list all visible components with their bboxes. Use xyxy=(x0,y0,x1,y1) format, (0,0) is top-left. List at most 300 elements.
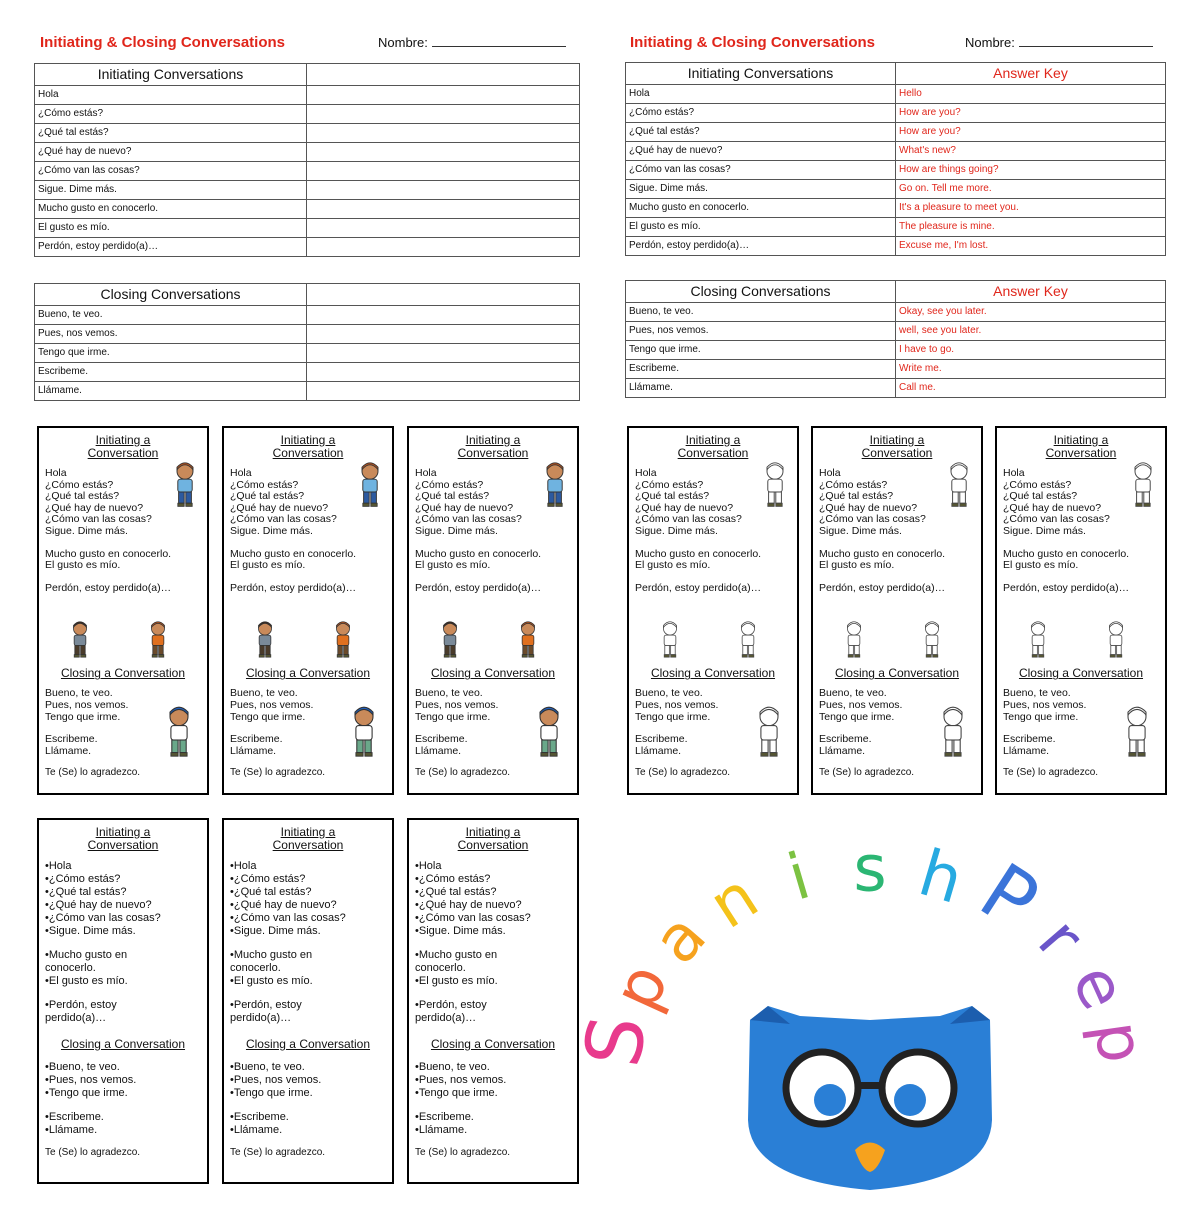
bookmark-line: •Pues, nos vemos. xyxy=(415,1074,507,1086)
answer-cell: Write me. xyxy=(896,360,1166,379)
bookmark-line: Te (Se) lo agradezco. xyxy=(819,767,915,779)
answer-cell: Call me. xyxy=(896,379,1166,398)
table-row xyxy=(626,360,1166,379)
bookmark-line: Pues, nos vemos. xyxy=(819,698,903,711)
answer-cell xyxy=(307,105,580,124)
bookmark-line: Sigue. Dime más. xyxy=(415,524,498,537)
girl-figure-icon xyxy=(539,456,571,517)
logo-graphic xyxy=(568,820,1201,1201)
bookmark-line: Tengo que irme. xyxy=(230,710,306,723)
bookmark-line: •Perdón, estoy xyxy=(45,999,117,1011)
phrase-cell: Perdón, estoy perdido(a)… xyxy=(626,237,896,256)
bookmark-line: Hola xyxy=(415,467,437,479)
table-row xyxy=(626,303,1166,322)
bookmark-line: ¿Cómo van las cosas? xyxy=(45,513,152,526)
phrase-cell: ¿Qué tal estás? xyxy=(626,123,896,142)
worksheet-answer-key xyxy=(600,0,1170,392)
table-header: Initiating Conversations xyxy=(35,64,307,86)
bookmark-line: Sigue. Dime más. xyxy=(819,524,902,537)
table-header: Closing Conversations xyxy=(35,284,307,306)
bookmark-line: ¿Qué tal estás? xyxy=(415,490,490,503)
logo-letter: n xyxy=(696,859,772,944)
initiating-table xyxy=(34,63,580,257)
girl-figure-icon xyxy=(515,614,541,669)
answer-cell: Go on. Tell me more. xyxy=(896,180,1166,199)
owl-icon xyxy=(748,1006,992,1190)
bookmark-line: Pues, nos vemos. xyxy=(415,698,499,711)
table-row xyxy=(35,238,580,257)
table-row xyxy=(626,218,1166,237)
bookmark-line: Escribeme. xyxy=(230,733,283,746)
girl-figure-icon xyxy=(145,614,171,669)
bookmark-line: Perdón, estoy perdido(a)… xyxy=(230,581,357,594)
bullet-bookmark xyxy=(37,818,209,1184)
closing-table-key xyxy=(625,280,1166,398)
answer-cell: It's a pleasure to meet you. xyxy=(896,199,1166,218)
bookmark-line: ¿Qué hay de nuevo? xyxy=(819,501,918,514)
bookmark-line: El gusto es mío. xyxy=(415,559,491,572)
boy-cap-figure-icon xyxy=(935,696,971,771)
closing-title: Closing a Conversation xyxy=(430,1037,556,1051)
logo-letter: e xyxy=(1056,953,1141,1021)
bookmark xyxy=(811,426,983,795)
bookmark-line: ¿Cómo estás? xyxy=(635,478,704,491)
bookmark-title: Initiating a Conversation xyxy=(677,433,749,460)
bookmark-line: ¿Qué tal estás? xyxy=(819,490,894,503)
phrase-cell: ¿Qué tal estás? xyxy=(35,124,307,143)
bullet-bookmark xyxy=(222,818,394,1184)
table-row xyxy=(35,219,580,238)
table-row xyxy=(626,237,1166,256)
bookmark-line: El gusto es mío. xyxy=(635,559,711,572)
name-line xyxy=(432,35,566,47)
bookmark-line: •Bueno, te veo. xyxy=(45,1061,120,1073)
bookmark-line: •¿Qué hay de nuevo? xyxy=(230,899,337,911)
bookmark-line: Perdón, estoy perdido(a)… xyxy=(819,581,946,594)
bookmark-line: Perdón, estoy perdido(a)… xyxy=(1003,581,1130,594)
girl-figure-icon xyxy=(919,614,945,669)
bookmark-line: ¿Cómo estás? xyxy=(415,478,484,491)
bookmark-title: Initiating a Conversation xyxy=(457,825,529,852)
girl-figure-icon xyxy=(354,456,386,517)
phrase-cell: Mucho gusto en conocerlo. xyxy=(35,200,307,219)
phrase-cell: Sigue. Dime más. xyxy=(35,181,307,200)
girl-figure-icon xyxy=(1127,456,1159,517)
bookmark-line: ¿Cómo van las cosas? xyxy=(635,513,742,526)
table-row xyxy=(626,123,1166,142)
bookmark-line: ¿Cómo estás? xyxy=(230,478,299,491)
bookmark-line: perdido(a)… xyxy=(230,1012,292,1024)
table-header-row xyxy=(35,64,580,86)
name-field xyxy=(378,35,566,50)
bookmark-line: Tengo que irme. xyxy=(1003,710,1079,723)
phrase-cell: Perdón, estoy perdido(a)… xyxy=(35,238,307,257)
table-row xyxy=(35,200,580,219)
phrase-cell: Sigue. Dime más. xyxy=(626,180,896,199)
bookmark-line: Tengo que irme. xyxy=(819,710,895,723)
phrase-cell: Bueno, te veo. xyxy=(35,306,307,325)
phrase-cell: Hola xyxy=(626,85,896,104)
bookmark-line: Bueno, te veo. xyxy=(635,687,703,700)
bookmark-line: Te (Se) lo agradezco. xyxy=(230,767,326,779)
bookmark-line: •Tengo que irme. xyxy=(230,1087,313,1099)
answer-cell: Excuse me, I'm lost. xyxy=(896,237,1166,256)
bookmark-line: Bueno, te veo. xyxy=(415,687,483,700)
bookmark-line: •Perdón, estoy xyxy=(230,999,302,1011)
table-row xyxy=(35,124,580,143)
logo-letter: i xyxy=(780,839,819,916)
phrase-cell: ¿Cómo van las cosas? xyxy=(626,161,896,180)
bookmark-line: Mucho gusto en conocerlo. xyxy=(415,547,542,560)
logo-letter: r xyxy=(1023,904,1097,974)
bookmark-line: Escribeme. xyxy=(415,733,468,746)
bookmark-line: •Bueno, te veo. xyxy=(415,1061,490,1073)
bookmark-line: •Mucho gusto en xyxy=(415,949,498,961)
bookmark-line: Te (Se) lo agradezco. xyxy=(45,1147,141,1158)
logo-letter: S xyxy=(568,1010,665,1073)
table-row xyxy=(626,104,1166,123)
bookmark-line: perdido(a)… xyxy=(45,1012,107,1024)
answer-cell xyxy=(307,344,580,363)
answer-column-header: Answer Key xyxy=(896,281,1166,303)
bookmark-line: •Llámame. xyxy=(415,1124,468,1136)
bookmark xyxy=(222,426,394,795)
worksheet-blank xyxy=(0,0,560,396)
bookmark-line: Llámame. xyxy=(45,744,92,757)
bookmark-line: Bueno, te veo. xyxy=(819,687,887,700)
bookmark-line: Tengo que irme. xyxy=(45,710,121,723)
bookmark-line: •Llámame. xyxy=(45,1124,98,1136)
table-row xyxy=(35,181,580,200)
bookmark-line: Te (Se) lo agradezco. xyxy=(415,767,511,779)
phrase-cell: Escribeme. xyxy=(35,363,307,382)
bookmark-line: ¿Cómo estás? xyxy=(1003,478,1072,491)
table-row xyxy=(626,180,1166,199)
bookmark-line: Pues, nos vemos. xyxy=(1003,698,1087,711)
bookmark-line: Te (Se) lo agradezco. xyxy=(635,767,731,779)
answer-cell: I have to go. xyxy=(896,341,1166,360)
bookmark-line: •Sigue. Dime más. xyxy=(415,925,506,937)
phrase-cell: ¿Cómo van las cosas? xyxy=(35,162,307,181)
phrase-cell: Pues, nos vemos. xyxy=(626,322,896,341)
bookmark-line: Mucho gusto en conocerlo. xyxy=(635,547,762,560)
bookmark-line: Escribeme. xyxy=(635,733,688,746)
bookmark-line: Llámame. xyxy=(230,744,277,757)
answer-cell: What's new? xyxy=(896,142,1166,161)
worksheet-title: Initiating & Closing Conversations xyxy=(630,34,876,51)
bookmark-line: conocerlo. xyxy=(45,962,96,974)
spanish-prep-logo xyxy=(568,820,1201,1201)
closing-title: Closing a Conversation xyxy=(1018,666,1144,681)
answer-cell xyxy=(307,238,580,257)
name-line xyxy=(1019,35,1153,47)
bookmark-line: •¿Cómo van las cosas? xyxy=(415,912,531,924)
phrase-cell: Hola xyxy=(35,86,307,105)
bookmark-line: •Hola xyxy=(415,860,442,872)
bookmark-line: •Sigue. Dime más. xyxy=(45,925,136,937)
table-row xyxy=(626,199,1166,218)
answer-column-header xyxy=(307,64,580,86)
logo-letter: p xyxy=(1079,1016,1159,1068)
answer-cell xyxy=(307,382,580,401)
table-row xyxy=(626,341,1166,360)
table-header: Initiating Conversations xyxy=(626,63,896,85)
bookmark-line: ¿Cómo estás? xyxy=(45,478,114,491)
bookmark-line: Bueno, te veo. xyxy=(1003,687,1071,700)
initiating-table-key xyxy=(625,62,1166,256)
name-label: Nombre: xyxy=(965,35,1015,50)
answer-cell: How are you? xyxy=(896,104,1166,123)
worksheet-title: Initiating & Closing Conversations xyxy=(40,34,286,51)
logo-letter: h xyxy=(910,836,971,919)
bookmark-line: ¿Qué tal estás? xyxy=(635,490,710,503)
bookmark-line: Te (Se) lo agradezco. xyxy=(230,1147,326,1158)
bookmark-line: Perdón, estoy perdido(a)… xyxy=(45,581,172,594)
bookmark-line: conocerlo. xyxy=(230,962,281,974)
bookmark-title: Initiating a Conversation xyxy=(272,433,344,460)
girl-figure-icon xyxy=(735,614,761,669)
bookmark-title: Initiating a Conversation xyxy=(87,433,159,460)
bookmark-line: ¿Qué tal estás? xyxy=(230,490,305,503)
bookmark-line: Mucho gusto en conocerlo. xyxy=(230,547,357,560)
boy-cap-figure-icon xyxy=(751,696,787,771)
closing-title: Closing a Conversation xyxy=(245,666,371,681)
bookmark-title: Initiating a Conversation xyxy=(457,433,529,460)
bookmark-line: •¿Qué tal estás? xyxy=(45,886,127,898)
table-row xyxy=(626,379,1166,398)
bookmark-line: •Tengo que irme. xyxy=(415,1087,498,1099)
bookmark-line: ¿Qué hay de nuevo? xyxy=(230,501,329,514)
boy-figure-icon xyxy=(1025,614,1051,669)
bookmark-line: Pues, nos vemos. xyxy=(635,698,719,711)
bookmark-line: Hola xyxy=(45,467,67,479)
answer-cell: How are you? xyxy=(896,123,1166,142)
bookmark-line: •¿Qué hay de nuevo? xyxy=(45,899,152,911)
bookmark-line: Te (Se) lo agradezco. xyxy=(45,767,141,779)
girl-figure-icon xyxy=(759,456,791,517)
bookmark-line: •El gusto es mío. xyxy=(415,975,498,987)
bookmark-line: Pues, nos vemos. xyxy=(230,698,314,711)
bookmark-line: •Bueno, te veo. xyxy=(230,1061,305,1073)
bullet-bookmark xyxy=(407,818,579,1184)
bookmark-line: Bueno, te veo. xyxy=(45,687,113,700)
phrase-cell: ¿Qué hay de nuevo? xyxy=(626,142,896,161)
answer-cell: How are things going? xyxy=(896,161,1166,180)
bookmark-line: Pues, nos vemos. xyxy=(45,698,129,711)
phrase-cell: Mucho gusto en conocerlo. xyxy=(626,199,896,218)
bookmark-line: Escribeme. xyxy=(1003,733,1056,746)
bookmark-title: Initiating a Conversation xyxy=(861,433,933,460)
bookmark-line: •¿Cómo van las cosas? xyxy=(45,912,161,924)
bookmark-line: ¿Cómo van las cosas? xyxy=(415,513,522,526)
bookmark-line: El gusto es mío. xyxy=(1003,559,1079,572)
bookmark-title: Initiating a Conversation xyxy=(1045,433,1117,460)
bookmark-line: Sigue. Dime más. xyxy=(230,524,313,537)
table-header-row xyxy=(35,284,580,306)
bookmark-line: Hola xyxy=(1003,467,1025,479)
boy-figure-icon xyxy=(657,614,683,669)
bookmark-line: El gusto es mío. xyxy=(819,559,895,572)
table-row xyxy=(35,363,580,382)
table-row xyxy=(35,325,580,344)
bookmark-line: Mucho gusto en conocerlo. xyxy=(45,547,172,560)
table-row xyxy=(626,322,1166,341)
bookmark-line: Hola xyxy=(230,467,252,479)
table-row xyxy=(626,161,1166,180)
bookmark-line: •¿Cómo estás? xyxy=(415,873,491,885)
logo-letter: p xyxy=(599,953,684,1021)
answer-cell: Hello xyxy=(896,85,1166,104)
bookmark-line: •El gusto es mío. xyxy=(45,975,128,987)
bookmark-line: •¿Qué tal estás? xyxy=(415,886,497,898)
bookmark-line: Mucho gusto en conocerlo. xyxy=(819,547,946,560)
phrase-cell: Llámame. xyxy=(626,379,896,398)
answer-cell: Okay, see you later. xyxy=(896,303,1166,322)
bookmark xyxy=(995,426,1167,795)
boy-cap-figure-icon xyxy=(346,696,382,771)
bookmark-line: ¿Cómo van las cosas? xyxy=(1003,513,1110,526)
name-field xyxy=(965,35,1153,50)
answer-cell xyxy=(307,200,580,219)
bookmark-line: Tengo que irme. xyxy=(635,710,711,723)
bookmark-line: •¿Cómo van las cosas? xyxy=(230,912,346,924)
phrase-cell: Bueno, te veo. xyxy=(626,303,896,322)
answer-cell: well, see you later. xyxy=(896,322,1166,341)
bookmark-line: •Escribeme. xyxy=(230,1111,289,1123)
bookmark-line: Hola xyxy=(635,467,657,479)
phrase-cell: ¿Cómo estás? xyxy=(35,105,307,124)
bookmark-line: Perdón, estoy perdido(a)… xyxy=(635,581,762,594)
answer-cell xyxy=(307,143,580,162)
table-header-row xyxy=(626,63,1166,85)
name-label: Nombre: xyxy=(378,35,428,50)
phrase-cell: El gusto es mío. xyxy=(626,218,896,237)
bookmark-line: Tengo que irme. xyxy=(415,710,491,723)
answer-cell xyxy=(307,325,580,344)
table-row xyxy=(35,162,580,181)
logo-letter: P xyxy=(964,846,1053,948)
boy-figure-icon xyxy=(437,614,463,669)
bookmark-line: •El gusto es mío. xyxy=(230,975,313,987)
bookmark-line: Sigue. Dime más. xyxy=(45,524,128,537)
bookmark-line: Bueno, te veo. xyxy=(230,687,298,700)
bookmark-line: •Tengo que irme. xyxy=(45,1087,128,1099)
boy-cap-figure-icon xyxy=(531,696,567,771)
phrase-cell: Pues, nos vemos. xyxy=(35,325,307,344)
bookmark-line: •Perdón, estoy xyxy=(415,999,487,1011)
bookmark-line: Escribeme. xyxy=(45,733,98,746)
answer-column-header xyxy=(307,284,580,306)
boy-cap-figure-icon xyxy=(161,696,197,771)
table-header: Closing Conversations xyxy=(626,281,896,303)
bookmark-line: •Sigue. Dime más. xyxy=(230,925,321,937)
bookmark-line: Perdón, estoy perdido(a)… xyxy=(415,581,542,594)
bookmark-line: •Mucho gusto en xyxy=(45,949,128,961)
bookmark-line: Te (Se) lo agradezco. xyxy=(415,1147,511,1158)
bookmark-line: ¿Qué hay de nuevo? xyxy=(1003,501,1102,514)
bookmark-line: Mucho gusto en conocerlo. xyxy=(1003,547,1130,560)
bookmark-line: ¿Qué hay de nuevo? xyxy=(635,501,734,514)
answer-cell xyxy=(307,219,580,238)
answer-cell xyxy=(307,162,580,181)
answer-cell: The pleasure is mine. xyxy=(896,218,1166,237)
closing-table xyxy=(34,283,580,401)
phrase-cell: Escribeme. xyxy=(626,360,896,379)
table-row xyxy=(35,143,580,162)
bookmark-line: •Hola xyxy=(230,860,257,872)
girl-figure-icon xyxy=(1103,614,1129,669)
girl-figure-icon xyxy=(330,614,356,669)
bookmark xyxy=(627,426,799,795)
bookmark-line: •¿Cómo estás? xyxy=(230,873,306,885)
phrase-cell: Llámame. xyxy=(35,382,307,401)
table-row xyxy=(35,382,580,401)
table-header-row xyxy=(626,281,1166,303)
bookmark-line: Te (Se) lo agradezco. xyxy=(1003,767,1099,779)
answer-cell xyxy=(307,86,580,105)
bookmark-line: ¿Qué hay de nuevo? xyxy=(415,501,514,514)
bookmark-line: •¿Cómo estás? xyxy=(45,873,121,885)
table-row xyxy=(626,142,1166,161)
boy-figure-icon xyxy=(67,614,93,669)
girl-figure-icon xyxy=(943,456,975,517)
phrase-cell: ¿Cómo estás? xyxy=(626,104,896,123)
phrase-cell: El gusto es mío. xyxy=(35,219,307,238)
girl-figure-icon xyxy=(169,456,201,517)
bookmark-line: Llámame. xyxy=(415,744,462,757)
boy-figure-icon xyxy=(841,614,867,669)
bookmark-title: Initiating a Conversation xyxy=(87,825,159,852)
bookmark-line: Llámame. xyxy=(1003,744,1050,757)
bookmark-line: Sigue. Dime más. xyxy=(635,524,718,537)
bookmark-line: Hola xyxy=(819,467,841,479)
logo-letter: a xyxy=(639,900,721,979)
bookmark xyxy=(407,426,579,795)
answer-column-header: Answer Key xyxy=(896,63,1166,85)
table-row xyxy=(35,306,580,325)
boy-figure-icon xyxy=(252,614,278,669)
closing-title: Closing a Conversation xyxy=(834,666,960,681)
table-row xyxy=(35,86,580,105)
bookmark-line: •¿Qué tal estás? xyxy=(230,886,312,898)
bookmark-line: •Escribeme. xyxy=(45,1111,104,1123)
bookmark-line: •Mucho gusto en xyxy=(230,949,313,961)
phrase-cell: ¿Qué hay de nuevo? xyxy=(35,143,307,162)
closing-title: Closing a Conversation xyxy=(650,666,776,681)
bookmark-line: •Pues, nos vemos. xyxy=(230,1074,322,1086)
bookmark-line: Llámame. xyxy=(635,744,682,757)
closing-title: Closing a Conversation xyxy=(60,1037,186,1051)
answer-cell xyxy=(307,306,580,325)
bookmark-line: •Llámame. xyxy=(230,1124,283,1136)
bookmark-line: •Pues, nos vemos. xyxy=(45,1074,137,1086)
closing-title: Closing a Conversation xyxy=(245,1037,371,1051)
answer-cell xyxy=(307,124,580,143)
bookmark-line: ¿Cómo van las cosas? xyxy=(819,513,926,526)
bookmark-line: El gusto es mío. xyxy=(230,559,306,572)
bookmark-line: Escribeme. xyxy=(819,733,872,746)
bookmark-line: •Escribeme. xyxy=(415,1111,474,1123)
table-row xyxy=(35,105,580,124)
answer-cell xyxy=(307,363,580,382)
bookmark-line: Sigue. Dime más. xyxy=(1003,524,1086,537)
phrase-cell: Tengo que irme. xyxy=(626,341,896,360)
bookmark-line: ¿Qué tal estás? xyxy=(1003,490,1078,503)
table-row xyxy=(626,85,1166,104)
bookmark-line: ¿Qué tal estás? xyxy=(45,490,120,503)
table-row xyxy=(35,344,580,363)
bookmark-line: conocerlo. xyxy=(415,962,466,974)
